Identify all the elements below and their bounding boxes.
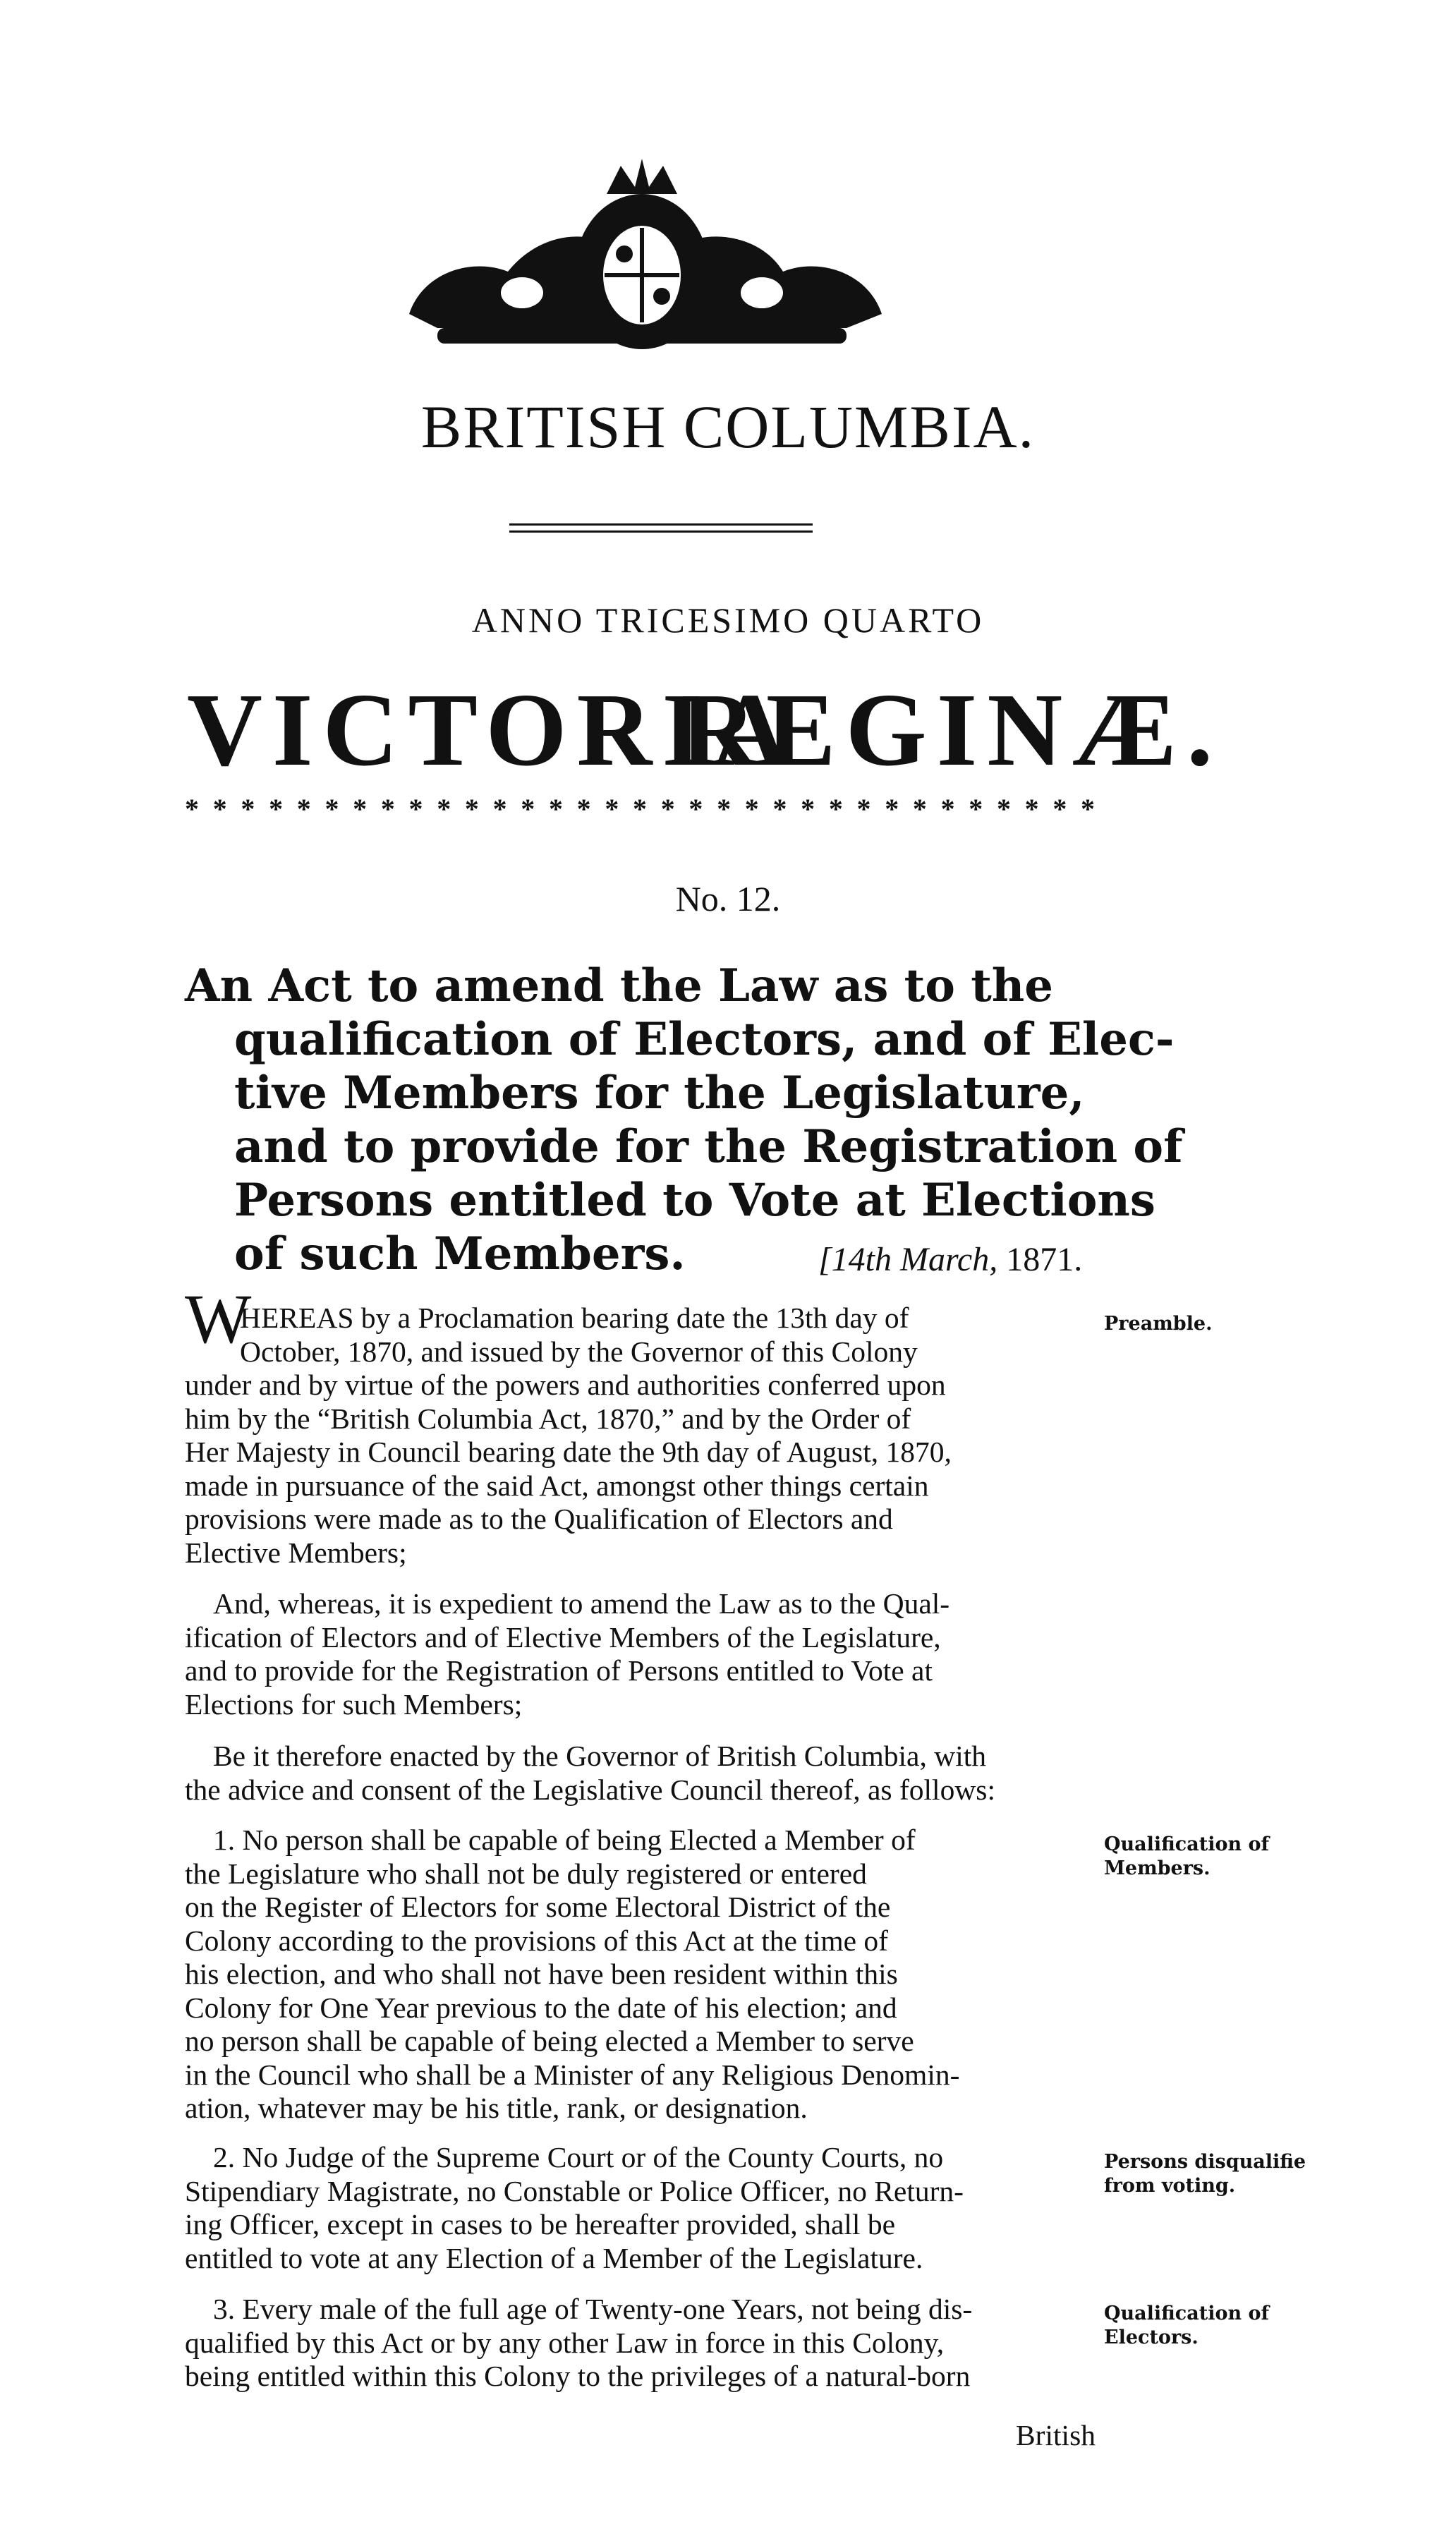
text-line: 1. No person shall be capable of being Elected a Member of xyxy=(213,1824,916,1856)
double-rule-bottom xyxy=(509,530,813,533)
text-line: qualified by this Act or by any other Law in force in this Colony, xyxy=(185,2326,945,2359)
text-line: made in pursuance of the said Act, amongst other things certain xyxy=(185,1469,929,1502)
text-line: ing Officer, except in cases to be hereafter provided, shall be xyxy=(185,2208,895,2240)
act-date-day: [14th March, xyxy=(818,1241,998,1278)
text-line: 2. No Judge of the Supreme Court or of the County Courts, no xyxy=(213,2141,944,2173)
asterisk-glyph: * xyxy=(660,793,675,825)
text-line: him by the “British Columbia Act, 1870,” and by the Order of xyxy=(185,1402,911,1435)
catchword: British xyxy=(1016,2419,1096,2451)
text-line: Elections for such Members; xyxy=(185,1687,523,1721)
asterisk-glyph: * xyxy=(464,793,479,825)
asterisk-glyph: * xyxy=(633,793,647,825)
whereas-paragraph xyxy=(185,1587,1102,1721)
colony-heading: BRITISH COLUMBIA. xyxy=(420,393,1036,461)
text-line: HEREAS by a Proclamation bearing date the 13th day of xyxy=(240,1302,909,1334)
double-rule-top xyxy=(509,523,813,526)
act-title xyxy=(185,959,1183,1281)
asterisk-glyph: * xyxy=(969,793,983,825)
text-line: the Legislature who shall not be duly registered or entered xyxy=(185,1857,867,1890)
margin-note-line: Persons disqualifie xyxy=(1104,2151,1306,2173)
asterisk-glyph: * xyxy=(492,793,507,825)
text-line: ification of Electors and of Elective Members of the Legislature, xyxy=(185,1620,941,1654)
margin-note-section-2 xyxy=(1104,2150,1306,2198)
act-title-line: of such Members. xyxy=(234,1227,686,1280)
asterisk-glyph: * xyxy=(605,793,619,825)
text-line: Be it therefore enacted by the Governor of British Columbia, with xyxy=(213,1740,987,1772)
asterisk-glyph: * xyxy=(353,793,368,825)
text-line: entitled to vote at any Election of a Member of the Legislature. xyxy=(185,2241,923,2274)
margin-note-line: Preamble. xyxy=(1104,1313,1213,1335)
drop-cap: W xyxy=(185,1280,252,1358)
asterisk-glyph: * xyxy=(801,793,815,825)
act-title-line: qualification of Electors, and of Elec- xyxy=(234,1013,1175,1066)
act-date xyxy=(818,1240,1082,1279)
asterisk-glyph: * xyxy=(1081,793,1095,825)
asterisk-glyph: * xyxy=(717,793,732,825)
enacting-clause xyxy=(185,1740,1102,1807)
act-date-year: 1871. xyxy=(1006,1241,1083,1278)
regnal-year-line: ANNO TRICESIMO QUARTO xyxy=(471,600,985,640)
victoria-word: VICTORIA xyxy=(187,672,798,788)
act-title-line: Persons entitled to Vote at Elections xyxy=(234,1174,1155,1227)
text-line: and to provide for the Registration of Persons entitled to Vote at xyxy=(185,1654,933,1687)
act-title-line: and to provide for the Registration of xyxy=(234,1120,1183,1173)
margin-note-line: Qualification of xyxy=(1104,2303,1270,2324)
asterisk-glyph: * xyxy=(548,793,563,825)
text-line: under and by virtue of the powers and authorities conferred upon xyxy=(185,1369,946,1401)
asterisk-glyph: * xyxy=(856,793,871,825)
margin-note-line: Electors. xyxy=(1104,2327,1199,2348)
asterisk-glyph: * xyxy=(885,793,899,825)
reginae-word: REGINÆ. xyxy=(681,672,1223,788)
victoria-reginae-heading xyxy=(187,670,1223,790)
asterisk-glyph: * xyxy=(688,793,703,825)
text-line: on the Register of Electors for some Electoral District of the xyxy=(185,1891,891,1923)
asterisk-glyph: * xyxy=(521,793,535,825)
text-line: the advice and consent of the Legislative Council thereof, as follows: xyxy=(185,1773,995,1806)
text-line: Colony according to the provisions of this Act at the time of xyxy=(185,1924,888,1957)
section-1 xyxy=(185,1824,1102,2125)
asterisk-glyph: * xyxy=(772,793,787,825)
text-line: October, 1870, and issued by the Governor of this Colony xyxy=(240,1335,918,1368)
margin-note-line: Qualification of xyxy=(1104,1833,1270,1855)
asterisk-glyph: * xyxy=(996,793,1011,825)
royal-coat-of-arms-icon xyxy=(395,152,889,363)
margin-note-line: from voting. xyxy=(1104,2175,1236,2197)
margin-note-section-1 xyxy=(1104,1833,1269,1881)
asterisk-glyph: * xyxy=(940,793,955,825)
section-2 xyxy=(185,2141,1102,2275)
asterisk-glyph: * xyxy=(241,793,255,825)
text-line: And, whereas, it is expedient to amend the Law as to the Qual- xyxy=(213,1587,950,1620)
margin-note-preamble xyxy=(1104,1312,1212,1336)
act-title-line: An Act to amend the Law as to the xyxy=(185,959,1053,1012)
text-line: 3. Every male of the full age of Twenty-one Years, not being dis- xyxy=(213,2293,973,2325)
asterisk-glyph: * xyxy=(744,793,759,825)
asterisk-glyph: * xyxy=(1024,793,1039,825)
text-line: Stipendiary Magistrate, no Constable or Police Officer, no Return- xyxy=(185,2174,964,2207)
act-number: No. 12. xyxy=(675,879,781,918)
asterisk-glyph: * xyxy=(828,793,843,825)
text-line: Elective Members; xyxy=(185,1536,407,1569)
text-line: Her Majesty in Council bearing date the 9th day of August, 1870, xyxy=(185,1436,952,1468)
margin-note-section-3 xyxy=(1104,2302,1269,2350)
text-line: provisions were made as to the Qualification of Electors and xyxy=(185,1503,893,1535)
asterisk-glyph: * xyxy=(380,793,395,825)
text-line: no person shall be capable of being elected a Member to serve xyxy=(185,2025,914,2057)
text-line: his election, and who shall not have been resident within this xyxy=(185,1958,898,1990)
asterisk-divider xyxy=(185,795,1095,823)
asterisk-glyph: * xyxy=(1052,793,1067,825)
section-3 xyxy=(185,2293,1102,2394)
margin-note-line: Members. xyxy=(1104,1857,1211,1879)
asterisk-glyph: * xyxy=(212,793,227,825)
asterisk-glyph: * xyxy=(269,793,284,825)
asterisk-glyph: * xyxy=(185,793,199,825)
asterisk-glyph: * xyxy=(437,793,451,825)
preamble-paragraph xyxy=(185,1302,1102,1570)
text-line: being entitled within this Colony to the privileges of a natural-born xyxy=(185,2360,971,2392)
act-title-line: tive Members for the Legislature, xyxy=(234,1067,1085,1120)
text-line: Colony for One Year previous to the date of his election; and xyxy=(185,1991,897,2024)
asterisk-glyph: * xyxy=(576,793,591,825)
asterisk-glyph: * xyxy=(912,793,927,825)
text-line: ation, whatever may be his title, rank, or designation. xyxy=(185,2092,808,2124)
text-line: in the Council who shall be a Minister of any Religious Denomin- xyxy=(185,2058,960,2091)
asterisk-glyph: * xyxy=(324,793,339,825)
asterisk-glyph: * xyxy=(296,793,311,825)
asterisk-glyph: * xyxy=(408,793,423,825)
